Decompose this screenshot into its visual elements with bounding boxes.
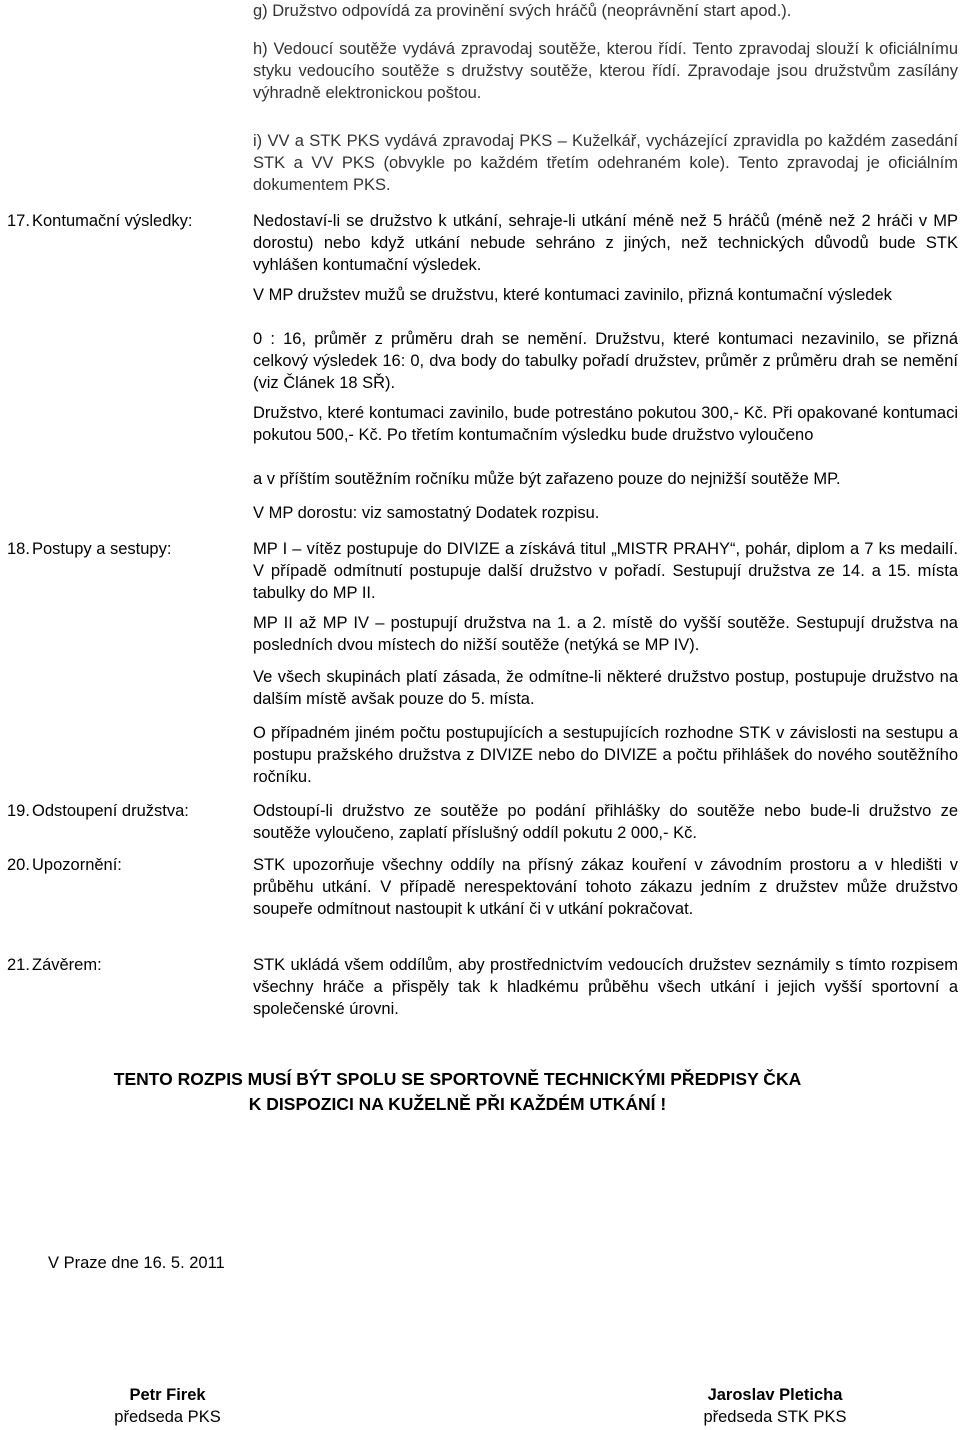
section-17-p2: V MP družstev mužů se družstvu, které kontumaci zavinilo, přizná kontumační výsledek (253, 286, 892, 304)
section-17-p5: a v příštím soutěžním ročníku může být zařazeno pouze do nejnižší soutěže MP. (253, 470, 841, 488)
section-17-number: 17. (7, 212, 30, 230)
section-21-label: Závěrem: (32, 956, 102, 974)
section-17-p4: Družstvo, které kontumaci zavinilo, bude potrestáno pokutou 300,- Kč. Při opakované kontumaci pokutou 500,- Kč. Po třetím kontumačním výsledku bude družstvo vyloučeno (253, 404, 958, 444)
document-date: V Praze dne 16. 5. 2011 (48, 1254, 225, 1272)
section-17-p6: V MP dorostu: viz samostatný Dodatek rozpisu. (253, 504, 600, 522)
section-18-p2: MP II až MP IV – postupují družstva na 1. a 2. místě do vyšší soutěže. Sestupují družstva na posledních dvou místech do nižší soutěže (netýká se MP IV). (253, 614, 958, 654)
section-17-label: Kontumační výsledky: (32, 212, 193, 230)
footer-notice-line-2: K DISPOZICI NA KUŽELNĚ PŘI KAŽDÉM UTKÁNÍ ! (248, 1094, 667, 1114)
signature-right-name: Jaroslav Pleticha (707, 1386, 843, 1404)
signature-left-role: předseda PKS (114, 1408, 221, 1426)
signature-left (85, 1384, 250, 1428)
item-i: i) VV a STK PKS vydává zpravodaj PKS – Kuželkář, vycházející zpravidla po každém zasedání STK a VV PKS (obvykle po každém třetím odehraném kole). Tento zpravodaj je oficiálním dokumentem PKS. (253, 132, 958, 194)
section-17-p3: 0 : 16, průměr z průměru drah se nemění. Družstvu, které kontumaci nezavinilo, se přizná celkový výsledek 16: 0, dva body do tabulky pořadí družstev, průměr z průměru drah se nemění (viz Článek 18 SŘ). (253, 330, 958, 392)
section-19-p1: Odstoupí-li družstvo ze soutěže po podání přihlášky do soutěže nebo bude-li družstvo ze soutěže vyloučeno, zaplatí příslušný oddíl pokutu 2 000,- Kč. (253, 802, 958, 842)
section-20-label: Upozornění: (32, 856, 122, 874)
section-20-p1: STK upozorňuje všechny oddíly na přísný zákaz kouření v závodním prostoru a v hledišti v průběhu utkání. V případě nerespektování tohoto zákazu jedním z družstev může družstvo soupeře odmítnout nastoupit k utkání či v utkání pokračovat. (253, 856, 958, 918)
signature-right (680, 1384, 870, 1428)
section-20-number: 20. (7, 856, 30, 874)
signature-right-role: předseda STK PKS (703, 1408, 847, 1426)
section-18-label: Postupy a sestupy: (32, 540, 172, 558)
section-17-p1: Nedostaví-li se družstvo k utkání, sehraje-li utkání méně než 5 hráčů (méně než 2 hráči v MP dorostu) nebo když utkání nebude sehráno z jiných, než technických důvodů bude STK vyhlášen kontumační výsledek. (253, 212, 958, 274)
signature-left-name: Petr Firek (129, 1386, 206, 1404)
section-21-p1: STK ukládá všem oddílům, aby prostřednictvím vedoucích družstev seznámily s tímto rozpisem všechny hráče a přispěly tak k hladkému průběhu všech utkání i jejich vyšší sportovní a společenské úrovni. (253, 956, 958, 1018)
section-18-number: 18. (7, 540, 30, 558)
section-19-number: 19. (7, 802, 30, 820)
section-18-p3: Ve všech skupinách platí zásada, že odmítne-li některé družstvo postup, postupuje družstvo na dalším místě avšak pouze do 5. místa. (253, 668, 958, 708)
item-g: g) Družstvo odpovídá za provinění svých hráčů (neoprávnění start apod.). (253, 2, 792, 20)
section-19-label: Odstoupení družstva: (32, 802, 189, 820)
item-h: h) Vedoucí soutěže vydává zpravodaj soutěže, kterou řídí. Tento zpravodaj slouží k oficiálnímu styku vedoucího soutěže s družstvy soutěže, kterou řídí. Zpravodaje jsou družstvům zasílány výhradně elektronickou poštou. (253, 40, 958, 102)
section-18-p1: MP I – vítěz postupuje do DIVIZE a získává titul „MISTR PRAHY“, pohár, diplom a 7 ks medailí. V případě odmítnutí postupuje další družstvo v pořadí. Sestupují družstva ze 14. a 15. místa tabulky do MP II. (253, 540, 958, 602)
section-18-p4: O případném jiném počtu postupujících a sestupujících rozhodne STK v závislosti na sestupu a postupu pražského družstva z DIVIZE nebo do DIVIZE a počtu přihlášek do nového soutěžního ročníku. (253, 724, 958, 786)
section-21-number: 21. (7, 956, 30, 974)
footer-notice-line-1: TENTO ROZPIS MUSÍ BÝT SPOLU SE SPORTOVNĚ TECHNICKÝMI PŘEDPISY ČKA (113, 1069, 802, 1089)
